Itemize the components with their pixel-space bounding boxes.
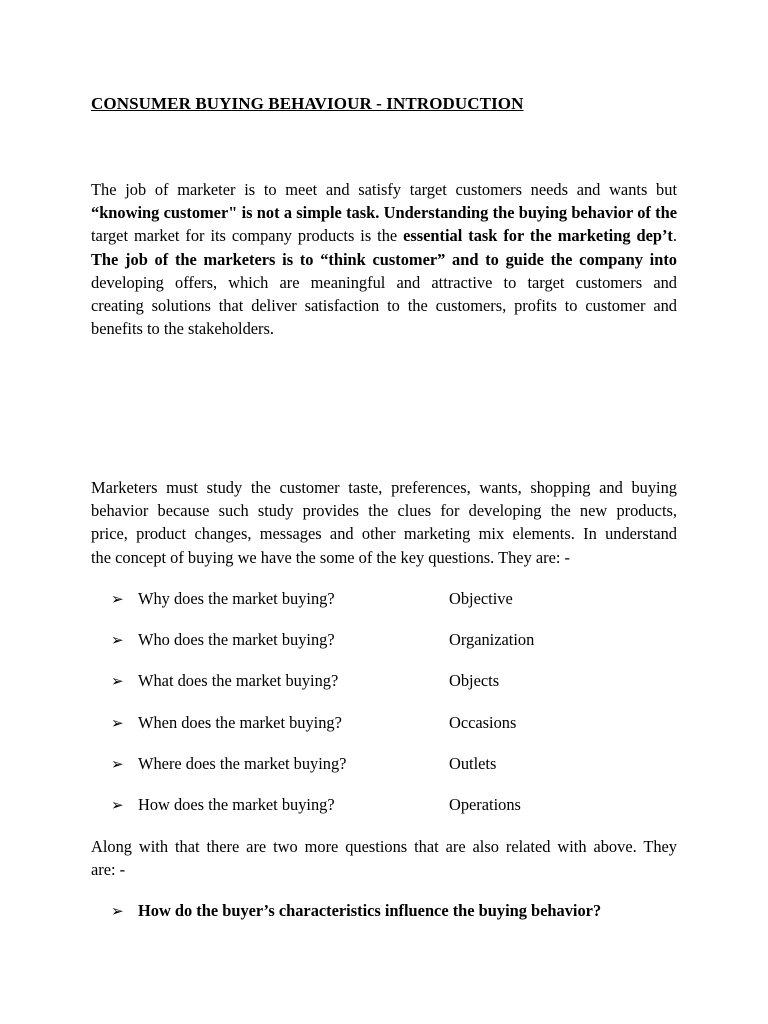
arrow-bullet-icon: ➢ xyxy=(111,672,124,691)
question-label: Objective xyxy=(449,589,513,608)
document-title: CONSUMER BUYING BEHAVIOUR - INTRODUCTION xyxy=(91,94,524,113)
arrow-bullet-icon: ➢ xyxy=(111,902,124,920)
text-run: creating solutions that deliver satisfaction to the customers, profits to customer and xyxy=(91,296,677,316)
question-text: Where does the market buying? xyxy=(138,753,347,773)
study-paragraph xyxy=(91,476,677,569)
question-text: When does the market buying? xyxy=(138,712,342,732)
paragraph-line xyxy=(91,499,677,522)
text-run: Marketers must study the customer taste, preferences, wants, shopping and buying xyxy=(91,478,677,497)
text-run: Along with that there are two more questions that are also related with above. They xyxy=(91,837,677,856)
intro-paragraph xyxy=(91,178,677,340)
paragraph-line xyxy=(91,858,677,881)
text-run: benefits to the stakeholders. xyxy=(91,319,274,339)
final-question-text: How do the buyer’s characteristics influence the buying behavior? xyxy=(138,901,602,920)
question-label: Objects xyxy=(449,671,500,691)
text-run: developing offers, which are meaningful and attractive to target customers and xyxy=(91,272,677,292)
paragraph-line xyxy=(91,835,677,858)
arrow-bullet-icon: ➢ xyxy=(111,631,124,650)
paragraph-line xyxy=(91,224,677,247)
question-label: Occasions xyxy=(449,712,517,732)
bold-text-run: The job of the marketers is to “think customer” and to guide the company into xyxy=(91,249,677,269)
bold-text-run: essential task for the marketing dep’t xyxy=(403,226,673,246)
list-item xyxy=(111,794,671,835)
paragraph-line xyxy=(91,178,677,201)
text-run: The job of marketer is to meet and satisfy target customers needs and wants but xyxy=(91,180,677,199)
list-item xyxy=(111,670,671,711)
text-run: the concept of buying we have the some of the key questions. They are: - xyxy=(91,547,570,567)
list-item xyxy=(111,753,671,794)
text-run: price, product changes, messages and other marketing mix elements. In understand xyxy=(91,524,677,544)
list-item xyxy=(111,629,671,670)
bold-text-run: “knowing customer" is not a simple task. Understanding the buying behavior of the xyxy=(91,203,677,223)
arrow-bullet-icon: ➢ xyxy=(111,754,124,773)
arrow-bullet-icon: ➢ xyxy=(111,590,124,608)
question-label: Organization xyxy=(449,630,535,650)
paragraph-line xyxy=(91,248,677,271)
list-item xyxy=(111,588,671,629)
key-questions-list xyxy=(111,588,671,835)
paragraph-line xyxy=(91,294,677,317)
paragraph-line xyxy=(91,271,677,294)
question-label: Outlets xyxy=(449,753,497,773)
question-text: Who does the market buying? xyxy=(138,630,335,650)
question-text: Why does the market buying? xyxy=(138,589,335,608)
list-item xyxy=(111,712,671,753)
text-run: are: - xyxy=(91,860,126,880)
question-text: How does the market buying? xyxy=(138,794,335,814)
paragraph-line xyxy=(91,317,677,340)
question-text: What does the market buying? xyxy=(138,671,339,691)
arrow-bullet-icon: ➢ xyxy=(111,713,124,732)
text-run: . xyxy=(672,226,678,246)
text-run: target market for its company products is the xyxy=(91,226,404,246)
paragraph-line xyxy=(91,201,677,224)
paragraph-line xyxy=(91,476,677,499)
paragraph-line xyxy=(91,522,677,545)
question-label: Operations xyxy=(449,794,521,814)
related-questions-paragraph xyxy=(91,835,677,881)
arrow-bullet-icon: ➢ xyxy=(111,795,124,814)
paragraph-line xyxy=(91,546,677,569)
text-run: behavior because such study provides the clues for developing the new products, xyxy=(91,501,677,521)
